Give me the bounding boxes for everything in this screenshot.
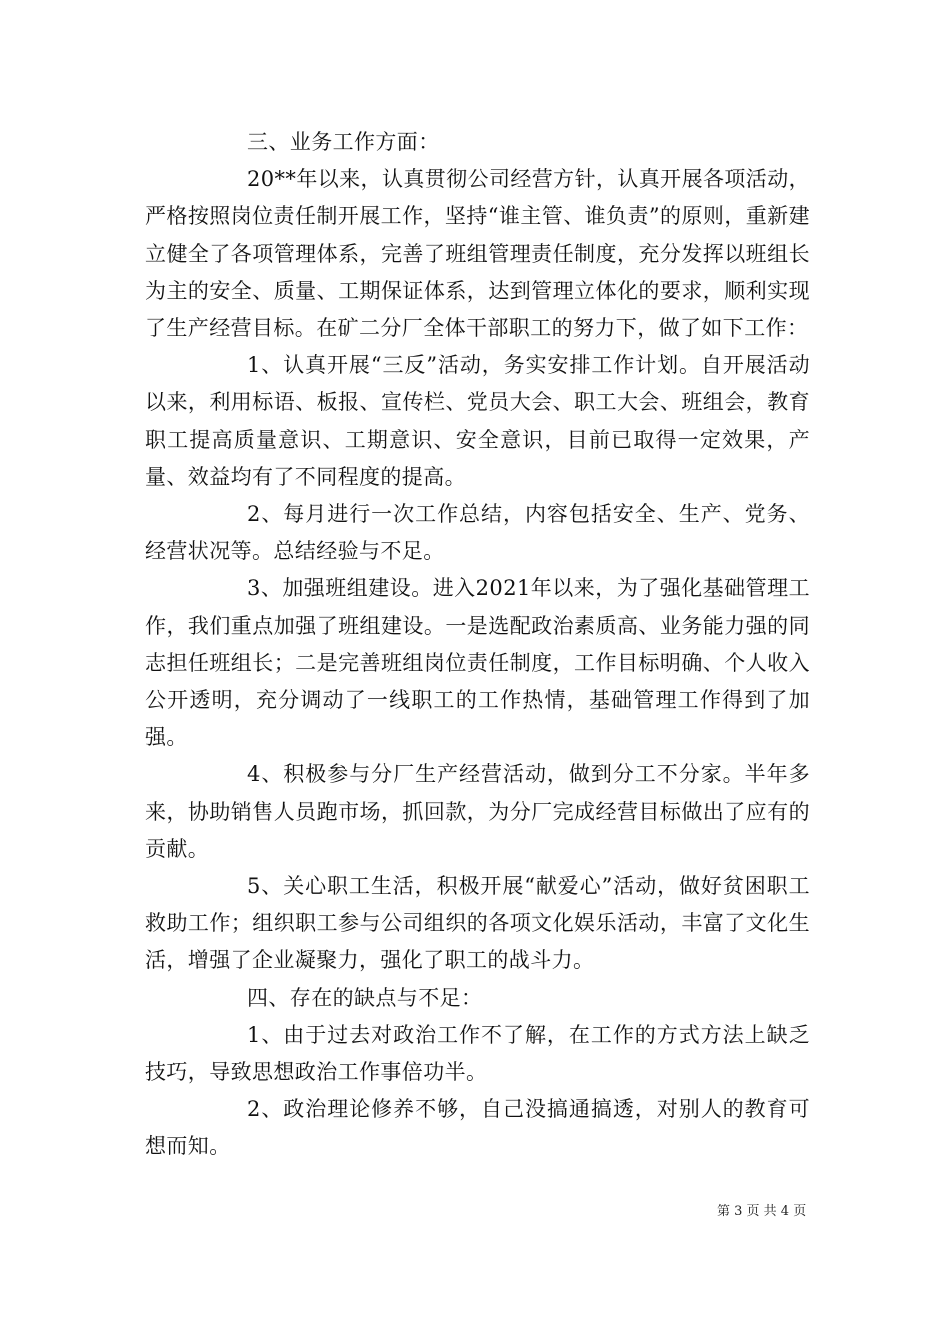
section-heading-shortcomings: 四、存在的缺点与不足： <box>247 985 483 1010</box>
paragraph-shortcoming-1: 1、由于过去对政治工作不了解，在工作的方式方法上缺乏技巧，导致思想政治工作事倍功半。 <box>145 1022 810 1085</box>
page-number-footer: 第 3 页 共 4 页 <box>717 1204 807 1219</box>
paragraph-item-4: 4、积极参与分厂生产经营活动，做到分工不分家。半年多来，协助销售人员跑市场，抓回款，为分厂完成经营目标做出了应有的贡献。 <box>145 762 810 861</box>
paragraph-overview: 20**年以来，认真贯彻公司经营方针，认真开展各项活动，严格按照岗位责任制开展工作，坚持“谁主管、谁负责”的原则，重新建立健全了各项管理体系，完善了班组管理责任制度，充分发挥以班组长为主的安全、质量、工期保证体系，达到管理立体化的要求，顺利实现了生产经营目标。在矿二分厂全体干部职工的努力下，做了如下工作： <box>145 167 810 341</box>
paragraph-item-2: 2、每月进行一次工作总结，内容包括安全、生产、党务、经营状况等。总结经验与不足。 <box>145 502 810 564</box>
paragraph-item-3: 3、加强班组建设。进入2021年以来，为了强化基础管理工作，我们重点加强了班组建设。一是选配政治素质高、业务能力强的同志担任班组长；二是完善班组岗位责任制度，工作目标明确、个人收入公开透明，充分调动了一线职工的工作热情，基础管理工作得到了加强。 <box>145 576 810 750</box>
section-heading-business-work: 三、业务工作方面： <box>247 130 440 154</box>
paragraph-shortcoming-2: 2、政治理论修养不够，自己没搞通搞透，对别人的教育可想而知。 <box>145 1097 810 1159</box>
document-body <box>145 124 810 1166</box>
paragraph-item-1: 1、认真开展“三反”活动，务实安排工作计划。自开展活动以来，利用标语、板报、宣传栏、党员大会、职工大会、班组会，教育职工提高质量意识、工期意识、安全意识，目前已取得一定效果，产量、效益均有了不同程度的提高。 <box>145 353 810 489</box>
paragraph-item-5: 5、关心职工生活，积极开展“献爱心”活动，做好贫困职工救助工作；组织职工参与公司组织的各项文化娱乐活动，丰富了文化生活，增强了企业凝聚力，强化了职工的战斗力。 <box>145 874 810 973</box>
